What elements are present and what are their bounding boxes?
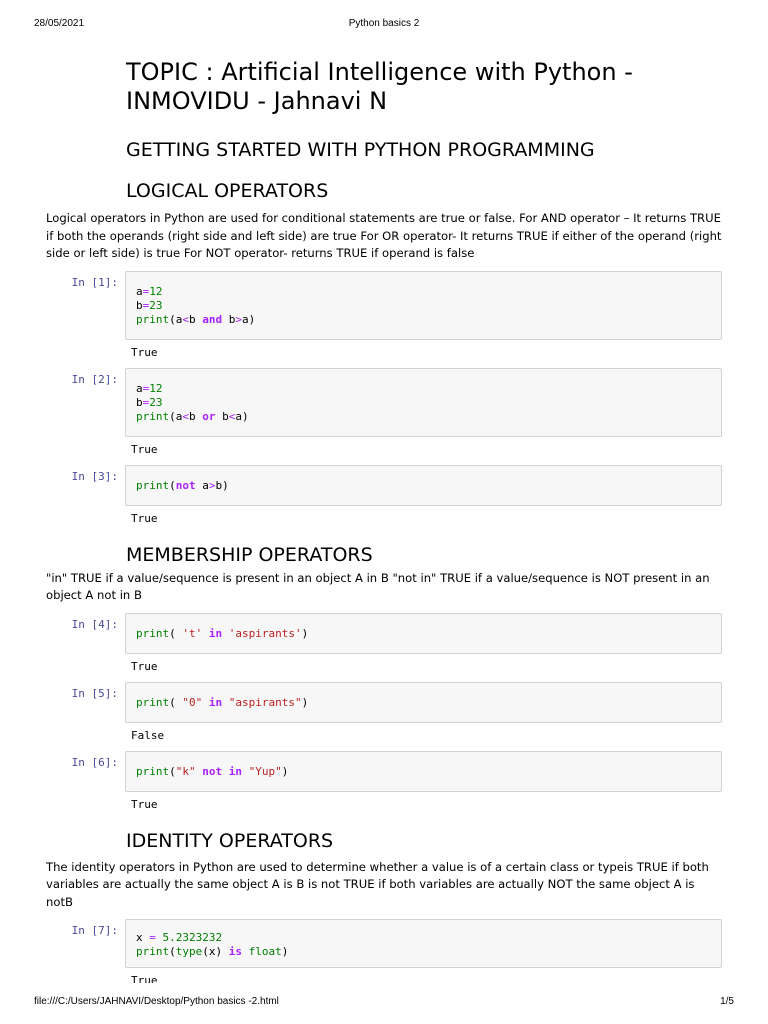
code-line <box>136 696 711 710</box>
code-token: > <box>235 312 242 326</box>
code-token: print <box>136 945 170 958</box>
code-token: "0" <box>182 695 203 709</box>
code-line <box>136 945 711 959</box>
code-token: not <box>202 764 223 778</box>
logical-operators-description: Logical operators in Python are used for conditional statements are true or false. For AND operator – It returns TRUE if both the operands (right side and left side) are true For OR operator- It returns TRUE if either of the operand (right side or left side) is true For NOT operator- returns TRUE if operand is false <box>46 211 722 260</box>
code-token: a <box>136 381 143 395</box>
code-token: print <box>136 478 170 492</box>
print-title: Python basics 2 <box>348 18 420 29</box>
code-cell <box>46 919 722 968</box>
code-token <box>222 765 229 778</box>
code-token: 23 <box>149 395 163 409</box>
code-token: print <box>136 764 170 778</box>
code-input[interactable] <box>125 682 722 723</box>
code-token: ) <box>281 945 289 958</box>
code-token: print <box>136 626 170 640</box>
code-token: a <box>195 478 209 492</box>
code-token: (a <box>169 312 183 326</box>
code-token: ( <box>169 764 176 778</box>
code-token: a) <box>235 409 249 423</box>
code-line <box>136 479 711 493</box>
code-token: b <box>189 409 203 423</box>
membership-operators-description: "in" TRUE if a value/sequence is present in an object A in B "not in" TRUE if a value/sequence is NOT present in an object A not in B <box>46 570 710 602</box>
notebook-content <box>46 58 722 983</box>
code-token: ) <box>301 626 309 640</box>
code-input[interactable] <box>125 368 722 437</box>
print-footer <box>34 996 734 1008</box>
membership-operators-heading: MEMBERSHIP OPERATORS <box>126 543 373 566</box>
code-token: 23 <box>149 298 163 312</box>
code-token <box>242 765 249 778</box>
code-line <box>136 765 711 779</box>
code-cell <box>46 368 722 437</box>
code-token: b) <box>215 478 229 492</box>
file-path: file:///C:/Users/JAHNAVI/Desktop/Python basics -2.html <box>34 996 279 1007</box>
code-cell <box>46 682 722 723</box>
code-token: b <box>189 312 203 326</box>
print-header <box>34 18 734 30</box>
code-token: 12 <box>149 381 163 395</box>
code-token: 'aspirants' <box>228 626 302 640</box>
code-line <box>136 299 711 313</box>
cell-prompt: In [7]: <box>71 924 118 937</box>
cell-prompt: In [5]: <box>71 686 118 700</box>
code-token: 't' <box>182 626 203 640</box>
code-token: < <box>182 312 189 326</box>
code-token: or <box>202 409 216 423</box>
code-token: b <box>136 395 143 409</box>
code-token <box>242 945 249 958</box>
code-token: b <box>222 312 236 326</box>
code-token: < <box>182 409 189 423</box>
code-token: ( <box>169 478 176 492</box>
code-token: b <box>215 409 229 423</box>
code-line <box>136 396 711 410</box>
code-cell <box>46 271 722 340</box>
cell-prompt: In [6]: <box>71 755 118 769</box>
code-token <box>222 696 229 709</box>
cell-output: True <box>131 511 158 525</box>
code-cell <box>46 465 722 506</box>
code-token: = <box>142 298 150 312</box>
code-token: (x) <box>202 945 229 958</box>
title-line-2: INMOVIDU - Jahnavi N <box>126 87 388 115</box>
code-input[interactable] <box>125 613 722 654</box>
title-line-1: TOPIC : Artificial Intelligence with Python - <box>126 58 633 86</box>
code-token: float <box>248 945 282 958</box>
code-line <box>136 285 711 299</box>
print-date: 28/05/2021 <box>34 18 85 29</box>
code-token: ( <box>169 695 183 709</box>
identity-operators-heading: IDENTITY OPERATORS <box>126 829 334 852</box>
code-token: in <box>228 764 242 778</box>
code-input[interactable] <box>125 919 722 968</box>
code-token: < <box>228 409 236 423</box>
code-token: a) <box>242 312 256 326</box>
code-token: (a <box>169 409 183 423</box>
code-token: and <box>202 312 223 326</box>
cell-output: False <box>131 728 165 742</box>
code-token: ) <box>301 695 309 709</box>
code-token: x <box>136 931 143 944</box>
code-cell <box>46 613 722 654</box>
code-token <box>222 627 229 640</box>
code-token: not <box>175 478 196 492</box>
code-token: print <box>136 312 170 326</box>
code-token: "aspirants" <box>228 695 302 709</box>
cell-prompt: In [1]: <box>71 275 118 289</box>
code-line <box>136 313 711 327</box>
code-token: ( <box>169 626 183 640</box>
page-title <box>126 58 722 116</box>
code-token: = <box>149 931 156 944</box>
cell-output: True <box>131 659 158 673</box>
code-token: "Yup" <box>248 764 282 778</box>
code-token: a <box>136 284 143 298</box>
cell-output: True <box>131 442 158 456</box>
logical-operators-heading: LOGICAL OPERATORS <box>126 180 329 202</box>
cell-output: True <box>131 345 158 359</box>
cell-prompt: In [4]: <box>71 617 118 631</box>
code-token: 5.2323232 <box>162 931 223 944</box>
code-token: = <box>142 381 150 395</box>
code-line <box>136 931 711 945</box>
code-token: 12 <box>149 284 163 298</box>
code-line <box>136 382 711 396</box>
code-token: print <box>136 409 170 423</box>
code-token: is <box>228 945 242 958</box>
code-token: ) <box>281 764 289 778</box>
code-line <box>136 410 711 424</box>
code-token: print <box>136 695 170 709</box>
getting-started-heading: GETTING STARTED WITH PYTHON PROGRAMMING <box>126 139 595 161</box>
code-token: = <box>142 395 150 409</box>
code-token: in <box>208 626 223 640</box>
cell-output: True <box>131 974 158 983</box>
code-token <box>202 627 209 640</box>
code-token: ( <box>169 945 176 958</box>
code-token: in <box>208 695 223 709</box>
code-token: = <box>142 284 150 298</box>
code-input[interactable] <box>125 465 722 506</box>
code-token: b <box>136 298 143 312</box>
code-token <box>202 696 209 709</box>
page-number: 1/5 <box>720 996 734 1007</box>
cell-prompt: In [2]: <box>71 372 118 386</box>
code-token: type <box>175 945 203 958</box>
identity-operators-description: The identity operators in Python are used to determine whether a value is of a certain class or typeis TRUE if both variables are actually the same object A is B is not TRUE if both variables are actually NOT the same object A is notB <box>46 859 709 909</box>
code-input[interactable] <box>125 751 722 792</box>
code-line <box>136 627 711 641</box>
code-token: "k" <box>175 764 196 778</box>
cell-prompt: In [3]: <box>71 469 118 483</box>
code-token: > <box>208 478 216 492</box>
code-input[interactable] <box>125 271 722 340</box>
cell-output: True <box>131 797 158 811</box>
code-token <box>156 931 163 944</box>
code-cell <box>46 751 722 792</box>
